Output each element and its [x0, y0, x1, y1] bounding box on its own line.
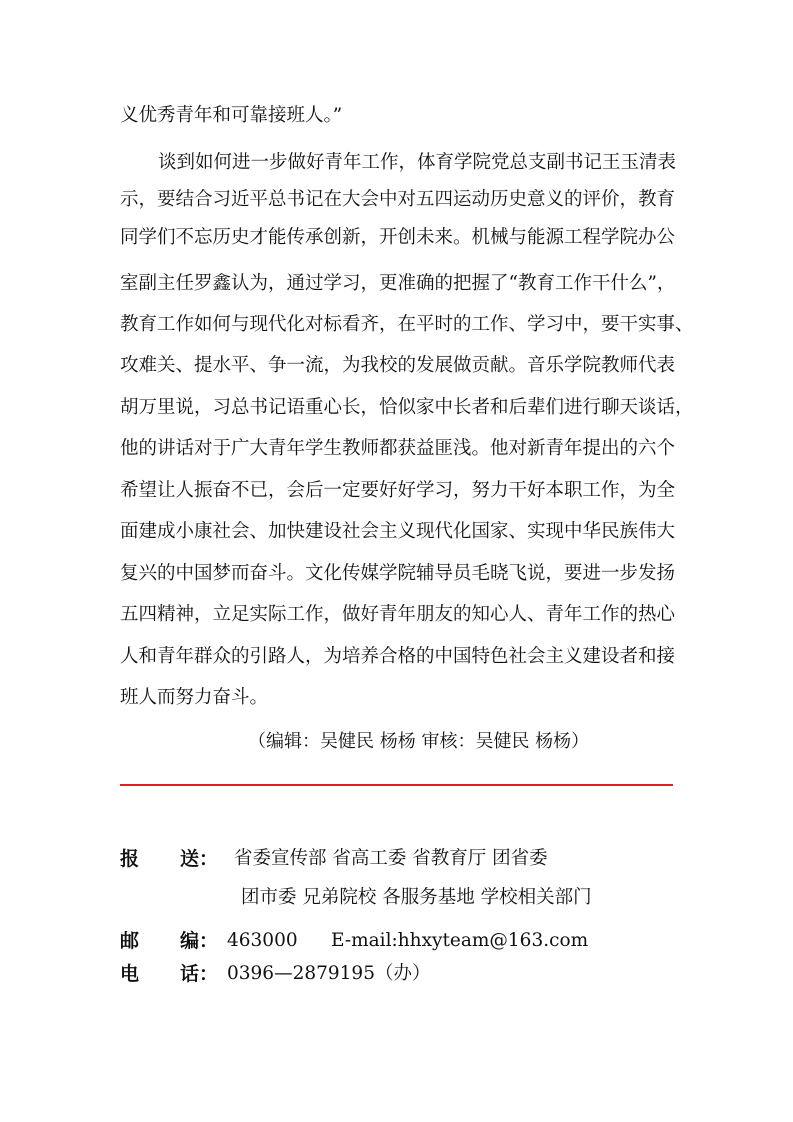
body-line-3: 示，要结合习近平总书记在大会中对五四运动历史意义的评价，教育 — [120, 189, 676, 210]
postcode-label-char-1: 邮 — [120, 930, 140, 952]
body-line-1: 义优秀青年和可靠接班人。” — [120, 105, 343, 126]
body-line-5: 室副主任罗鑫认为，通过学习，更准确的把握了“教育工作干什么”， — [120, 273, 676, 294]
postcode-value: 463000 — [227, 930, 298, 951]
body-line-10: 希望让人振奋不已，会后一定要好好学习，努力干好本职工作，为全 — [120, 480, 676, 501]
editor-note: （编辑：吴健民 杨杨 审核：吴健民 杨杨） — [248, 731, 590, 752]
body-line-12: 复兴的中国梦而奋斗。文化传媒学院辅导员毛晓飞说，要进一步发扬 — [120, 563, 676, 584]
body-line-14: 人和青年群众的引路人，为培养合格的中国特色社会主义建设者和接 — [120, 646, 676, 667]
send-label-char-2: 送： — [180, 848, 219, 870]
phone-label-char-2: 话： — [180, 963, 219, 985]
postcode-label-char-2: 编： — [180, 930, 219, 952]
body-line-2: 谈到如何进一步做好青年工作，体育学院党总支副书记王玉清表 — [158, 152, 677, 173]
body-line-11: 面建成小康社会、加快建设社会主义现代化国家、实现中华民族伟大 — [120, 521, 676, 542]
send-recipients-line-1: 省委宣传部 省高工委 省教育厅 团省委 — [234, 848, 548, 869]
red-divider — [120, 784, 673, 786]
postcode-label — [120, 925, 218, 957]
send-label — [120, 843, 218, 875]
email-value[interactable]: E-mail:hhxyteam@163.com — [331, 930, 589, 951]
send-recipients-line-2: 团市委 兄弟院校 各服务基地 学校相关部门 — [241, 887, 592, 908]
phone-label-char-1: 电 — [120, 963, 140, 985]
body-line-7: 攻难关、提水平、争一流，为我校的发展做贡献。音乐学院教师代表 — [120, 355, 676, 376]
body-line-13: 五四精神，立足实际工作，做好青年朋友的知心人、青年工作的热心 — [120, 604, 676, 625]
phone-value: 0396—2879195（办） — [227, 963, 431, 984]
send-label-char-1: 报 — [120, 848, 140, 870]
phone-label — [120, 958, 218, 990]
body-line-8: 胡万里说，习总书记语重心长，恰似家中长者和后辈们进行聊天谈话， — [120, 397, 694, 418]
body-line-4: 同学们不忘历史才能传承创新，开创未来。机械与能源工程学院办公 — [120, 227, 676, 248]
body-line-6: 教育工作如何与现代化对标看齐，在平时的工作、学习中，要干实事、 — [120, 314, 694, 335]
body-line-15: 班人而努力奋斗。 — [120, 687, 269, 708]
body-line-9: 他的讲话对于广大青年学生教师都获益匪浅。他对新青年提出的六个 — [120, 438, 676, 459]
